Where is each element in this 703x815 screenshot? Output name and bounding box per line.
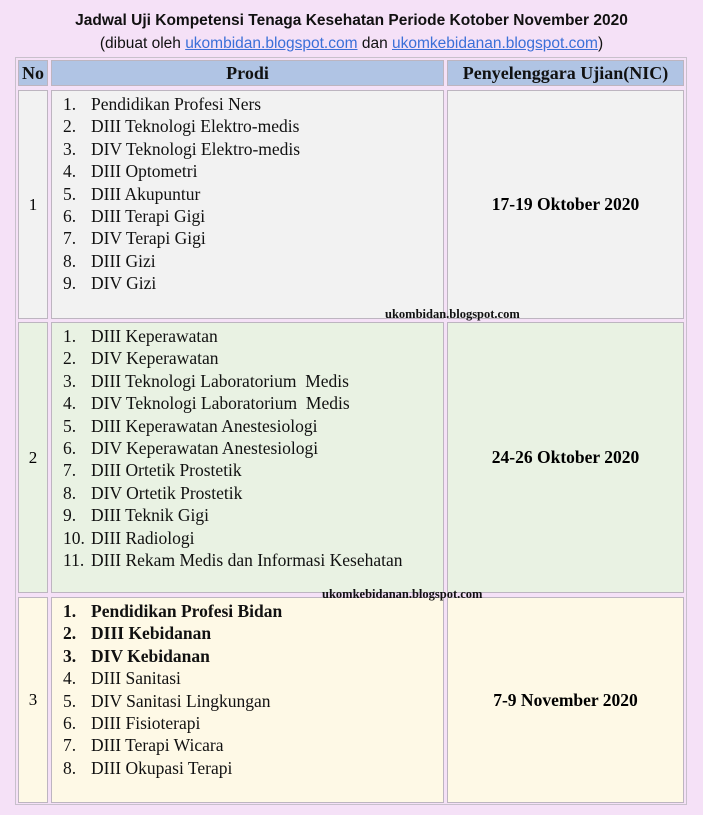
prodi-item: [63, 622, 443, 644]
item-label: DIII Teknologi Laboratorium Medis: [91, 370, 349, 391]
prodi-item: [63, 527, 443, 549]
prodi-item: [63, 504, 443, 526]
item-label: DIII Teknik Gigi: [91, 505, 210, 526]
prodi-item: [63, 205, 443, 227]
item-number: 11.: [63, 550, 85, 571]
item-label: DIII Keperawatan: [91, 326, 218, 346]
item-label: DIV Sanitasi Lingkungan: [91, 690, 271, 711]
item-number: 1.: [63, 94, 77, 114]
row-number: 2: [18, 322, 48, 593]
prodi-item: [63, 645, 443, 667]
item-number: 7.: [63, 228, 77, 249]
prodi-list: [63, 325, 443, 571]
subtitle: [0, 35, 703, 53]
page-title: Jadwal Uji Kompetensi Tenaga Kesehatan Periode Kotober November 2020: [75, 12, 628, 29]
item-number: 1.: [63, 326, 77, 346]
item-number: 3.: [63, 138, 77, 159]
item-number: 4.: [63, 668, 77, 689]
prodi-item: [63, 272, 443, 294]
subtitle-suffix: ): [597, 35, 604, 52]
prodi-item: [63, 227, 443, 249]
prodi-item: [63, 250, 443, 272]
watermark: ukombidan.blogspot.com: [385, 307, 520, 321]
row-number: 1: [18, 90, 48, 319]
subtitle-prefix: (dibuat oleh: [99, 35, 186, 52]
exam-date: 24-26 Oktober 2020: [447, 322, 684, 593]
header-prodi: Prodi: [51, 60, 444, 86]
prodi-item: [63, 459, 443, 481]
prodi-item: [63, 415, 443, 437]
item-label: DIII Okupasi Terapi: [91, 757, 233, 778]
item-label: DIII Keperawatan Anestesiologi: [91, 415, 318, 436]
item-number: 8.: [63, 757, 77, 778]
item-label: DIV Terapi Gigi: [91, 228, 206, 249]
item-number: 7.: [63, 735, 77, 756]
item-number: 8.: [63, 482, 77, 503]
item-label: DIV Ortetik Prostetik: [91, 482, 243, 503]
item-label: Pendidikan Profesi Bidan: [91, 601, 283, 621]
item-label: DIII Terapi Wicara: [91, 735, 224, 756]
watermark: ukomkebidanan.blogspot.com: [322, 587, 483, 601]
item-label: DIII Fisioterapi: [91, 713, 201, 734]
prodi-item: [63, 734, 443, 756]
link-ukombidan[interactable]: ukombidan.blogspot.com: [185, 35, 358, 52]
item-number: 2.: [63, 116, 77, 137]
link-ukomkebidanan[interactable]: ukomkebidanan.blogspot.com: [392, 35, 598, 52]
item-number: 8.: [63, 250, 77, 271]
item-number: 6.: [63, 206, 77, 227]
prodi-cell: [51, 322, 444, 593]
item-label: DIV Teknologi Elektro-medis: [91, 138, 301, 159]
prodi-item: [63, 93, 443, 115]
row-number: 3: [18, 597, 48, 803]
subtitle-middle: dan: [357, 35, 392, 52]
header-penyelenggara: Penyelenggara Ujian(NIC): [447, 60, 684, 86]
prodi-item: [63, 712, 443, 734]
prodi-item: [63, 325, 443, 347]
prodi-item: [63, 160, 443, 182]
item-number: 4.: [63, 161, 77, 182]
item-number: 5.: [63, 183, 77, 204]
item-label: DIII Kebidanan: [91, 623, 212, 644]
item-number: 10.: [63, 527, 85, 548]
item-number: 4.: [63, 393, 77, 414]
item-label: DIII Sanitasi: [91, 668, 181, 689]
item-label: DIV Keperawatan Anestesiologi: [91, 438, 319, 459]
item-label: DIII Ortetik Prostetik: [91, 460, 242, 481]
prodi-item: [63, 690, 443, 712]
item-label: DIII Optometri: [91, 161, 198, 182]
item-label: DIII Radiologi: [91, 527, 195, 548]
item-label: DIII Akupuntur: [91, 183, 201, 204]
item-number: 2.: [63, 623, 77, 644]
item-label: Pendidikan Profesi Ners: [91, 94, 262, 114]
item-label: DIV Kebidanan: [91, 645, 210, 666]
prodi-item: [63, 667, 443, 689]
item-number: 1.: [63, 601, 77, 621]
item-label: DIII Gizi: [91, 250, 156, 271]
item-number: 5.: [63, 690, 77, 711]
item-number: 2.: [63, 348, 77, 369]
item-number: 5.: [63, 415, 77, 436]
prodi-cell: [51, 597, 444, 803]
item-number: 9.: [63, 505, 77, 526]
prodi-cell: [51, 90, 444, 319]
prodi-item: [63, 183, 443, 205]
prodi-list: [63, 600, 443, 779]
item-number: 6.: [63, 438, 77, 459]
item-number: 3.: [63, 645, 77, 666]
item-label: DIV Keperawatan: [91, 348, 219, 369]
item-label: DIV Teknologi Laboratorium Medis: [91, 393, 350, 414]
prodi-item: [63, 370, 443, 392]
prodi-item: [63, 347, 443, 369]
prodi-item: [63, 437, 443, 459]
item-number: 9.: [63, 273, 77, 294]
item-number: 7.: [63, 460, 77, 481]
item-label: DIV Gizi: [91, 273, 157, 294]
exam-date: 17-19 Oktober 2020: [447, 90, 684, 319]
prodi-item: [63, 115, 443, 137]
exam-date: 7-9 November 2020: [447, 597, 684, 803]
prodi-item: [63, 138, 443, 160]
item-label: DIII Terapi Gigi: [91, 206, 206, 227]
prodi-item: [63, 392, 443, 414]
prodi-list: [63, 93, 443, 295]
item-label: DIII Teknologi Elektro-medis: [91, 116, 300, 137]
item-label: DIII Rekam Medis dan Informasi Kesehatan: [91, 550, 403, 571]
prodi-item: [63, 757, 443, 779]
prodi-item: [63, 600, 443, 622]
prodi-item: [63, 482, 443, 504]
item-number: 6.: [63, 713, 77, 734]
item-number: 3.: [63, 370, 77, 391]
prodi-item: [63, 549, 443, 571]
header-no: No: [18, 60, 48, 86]
